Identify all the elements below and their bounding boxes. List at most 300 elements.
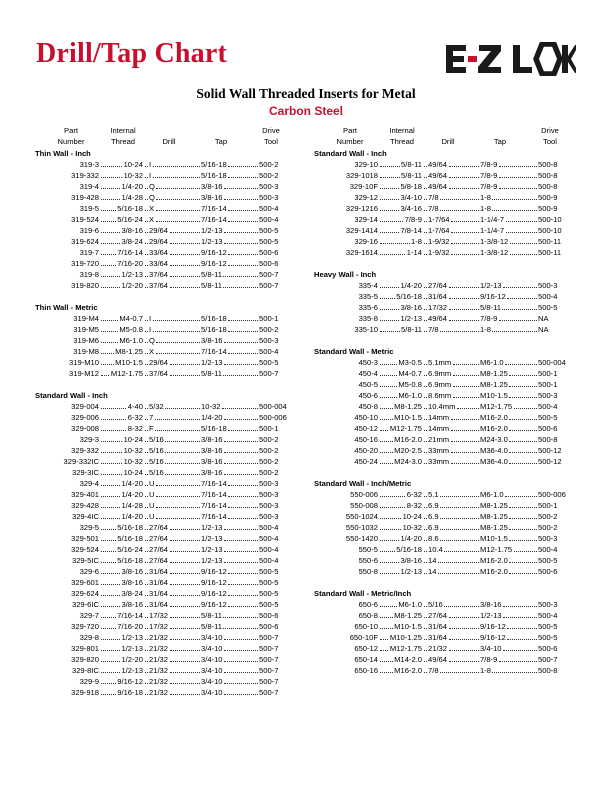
tap-size: 9/16-12	[480, 633, 506, 642]
dot-leader	[453, 375, 479, 376]
drill-size: 49/64	[428, 160, 448, 169]
drive-tool: 500-8	[538, 182, 558, 191]
internal-thread: 10-24	[123, 435, 143, 444]
drive-tool: 500-7	[259, 644, 279, 653]
drill-size: 27/64	[149, 545, 169, 554]
dot-leader	[228, 166, 257, 167]
dot-leader	[380, 309, 399, 310]
dot-leader	[101, 683, 116, 684]
dot-leader	[145, 265, 148, 266]
dot-leader	[223, 628, 257, 629]
dot-leader	[224, 364, 257, 365]
header-tool: Tool	[543, 136, 557, 146]
tap-size: 3/8-16	[201, 336, 223, 345]
drill-size: 27/64	[149, 534, 169, 543]
drive-tool: 500-8	[538, 160, 558, 169]
dot-leader	[228, 320, 257, 321]
dot-leader	[224, 672, 257, 673]
drill-size: I	[149, 160, 152, 169]
drill-size: 6.9	[428, 512, 439, 521]
dot-leader	[424, 221, 427, 222]
tap-size: 1-1/4-7	[480, 226, 505, 235]
dot-leader	[170, 562, 200, 563]
dot-leader	[145, 562, 148, 563]
tap-size: 3/4-10	[201, 655, 223, 664]
drive-tool: 500-3	[259, 512, 279, 521]
dot-leader	[101, 441, 123, 442]
part-number: 329-9	[79, 677, 99, 686]
header-drill: Drill	[162, 136, 176, 146]
part-number: 450-3	[358, 358, 378, 367]
dot-leader	[145, 452, 148, 453]
dot-leader	[424, 408, 427, 409]
tap-size: 3/4-10	[201, 644, 223, 653]
dot-leader	[424, 375, 427, 376]
part-number: 329-5	[79, 523, 99, 532]
tap-size: M8-1.25	[480, 369, 508, 378]
dot-leader	[101, 628, 116, 629]
header-internal: Internal	[110, 126, 136, 135]
dot-leader	[145, 342, 148, 343]
dot-leader	[228, 265, 257, 266]
drive-tool: 500-4	[259, 545, 279, 554]
drive-tool: 500-7	[259, 270, 279, 279]
dot-leader	[145, 430, 148, 431]
dot-leader	[424, 199, 427, 200]
dot-leader	[424, 573, 427, 574]
tap-size: 3/8-16	[201, 435, 223, 444]
tap-size: 3/8-16	[201, 193, 223, 202]
drive-tool: 500-2	[259, 171, 279, 180]
dot-leader	[380, 364, 397, 365]
drill-size: 31/64	[428, 633, 448, 642]
dot-leader	[170, 254, 200, 255]
part-number: 319-6	[79, 226, 99, 235]
part-number: 329-14	[354, 215, 378, 224]
dot-leader	[424, 254, 427, 255]
dot-leader	[440, 529, 478, 530]
dot-leader	[509, 507, 536, 508]
drill-size: X	[149, 204, 155, 213]
drill-size: 8.6mm	[428, 391, 452, 400]
table-row	[35, 511, 297, 522]
table-row	[314, 236, 576, 247]
table-row	[314, 456, 576, 467]
tap-size: 5/8-11	[201, 622, 222, 631]
dot-leader	[156, 221, 200, 222]
dot-leader	[380, 661, 393, 662]
drive-tool: NA	[538, 325, 549, 334]
tap-size: 7/16-14	[201, 501, 227, 510]
dot-leader	[380, 430, 389, 431]
drive-tool: 500-8	[538, 666, 558, 675]
table-row	[35, 258, 297, 269]
internal-thread: 5/8-11	[401, 171, 422, 180]
internal-thread: M6-1.0	[119, 336, 143, 345]
drive-tool: 500-6	[259, 622, 279, 631]
tap-size: 3/4-10	[201, 677, 223, 686]
dot-leader	[145, 573, 148, 574]
drive-tool: 500-8	[538, 171, 558, 180]
dot-leader	[224, 683, 257, 684]
header-internal: Internal	[389, 126, 415, 135]
dot-leader	[380, 507, 406, 508]
tap-size: 9/16-12	[201, 248, 227, 257]
dot-leader	[424, 397, 427, 398]
dot-leader	[424, 331, 427, 332]
drive-tool: 500-4	[538, 611, 558, 620]
drive-tool: 500-6	[538, 424, 558, 433]
drill-size: 27/64	[428, 281, 448, 290]
section-heading: Thin Wall - Inch	[35, 149, 91, 158]
dot-leader	[155, 430, 199, 431]
dot-leader	[424, 661, 427, 662]
dot-leader	[156, 342, 199, 343]
drive-tool: 500-006	[538, 490, 566, 499]
internal-thread: 4-40	[127, 402, 143, 411]
tap-size: 5/16-18	[201, 314, 227, 323]
dot-leader	[223, 617, 257, 618]
table-row	[35, 676, 297, 687]
part-number: 329-16	[354, 237, 378, 246]
dot-leader	[170, 540, 200, 541]
dot-leader	[165, 463, 199, 464]
drive-tool: 500-2	[259, 446, 279, 455]
dot-leader	[509, 419, 536, 420]
chart-subtitle: Solid Wall Threaded Inserts for Metal	[196, 86, 416, 101]
internal-thread: 7/16-14	[117, 248, 143, 257]
dot-leader	[451, 452, 479, 453]
dot-leader	[224, 199, 257, 200]
dot-leader	[170, 694, 200, 695]
drive-tool: 500-4	[259, 215, 279, 224]
dot-leader	[505, 496, 536, 497]
internal-thread: 8-32	[127, 424, 143, 433]
drill-size: 37/64	[149, 270, 169, 279]
table-row	[314, 192, 576, 203]
part-number: 650-16	[354, 666, 378, 675]
internal-thread: 5/8-11	[401, 160, 422, 169]
material-label: Carbon Steel	[268, 104, 343, 118]
tap-size: 3/4-10	[201, 633, 223, 642]
tap-size: 3/4-10	[201, 666, 223, 675]
drive-tool: 500-2	[259, 468, 279, 477]
table-row	[35, 500, 297, 511]
tap-size: 9/16-12	[201, 589, 227, 598]
part-number: 450-16	[354, 435, 378, 444]
dot-leader	[228, 496, 257, 497]
dot-leader	[380, 375, 397, 376]
drill-size: 7/8	[428, 325, 439, 334]
tap-size: 5/8-11	[201, 281, 222, 290]
dot-leader	[224, 474, 257, 475]
drive-tool: 500-6	[259, 611, 279, 620]
dot-leader	[101, 584, 120, 585]
tap-size: 7/8-9	[480, 171, 498, 180]
dot-leader	[145, 375, 148, 376]
dot-leader	[380, 320, 399, 321]
header-number: Number	[336, 136, 364, 146]
table-row	[35, 566, 297, 577]
drive-tool: 500-3	[259, 490, 279, 499]
tap-size: 7/16-14	[201, 490, 227, 499]
dot-leader	[165, 408, 199, 409]
table-row	[35, 610, 297, 621]
table-row	[314, 214, 576, 225]
dot-leader	[145, 463, 148, 464]
table-row	[35, 280, 297, 291]
dot-leader	[101, 672, 120, 673]
dot-leader	[145, 595, 148, 596]
dot-leader	[424, 320, 427, 321]
table-row	[314, 280, 576, 291]
internal-thread: 5/16-24	[117, 215, 143, 224]
dot-leader	[156, 518, 200, 519]
table-row	[35, 522, 297, 533]
section-heading: Standard Wall - Metric	[314, 347, 394, 356]
dot-leader	[145, 166, 148, 167]
internal-thread: 1/2-20	[121, 281, 143, 290]
dot-leader	[449, 650, 479, 651]
tap-size: 1-3/8-12	[480, 248, 509, 257]
drill-size: F	[149, 424, 154, 433]
internal-thread: 10-24	[123, 160, 143, 169]
dot-leader	[145, 353, 148, 354]
drill-size: I	[149, 171, 152, 180]
dot-leader	[224, 243, 257, 244]
table-row	[35, 544, 297, 555]
header-drill: Drill	[441, 136, 455, 146]
drive-tool: 500-11	[538, 237, 562, 246]
drive-tool: 500-4	[538, 545, 558, 554]
dot-leader	[224, 529, 257, 530]
drill-size: U	[149, 501, 155, 510]
dot-leader	[101, 419, 127, 420]
dot-leader	[223, 287, 257, 288]
dot-leader	[101, 430, 127, 431]
part-number: 329-008	[71, 424, 99, 433]
part-number: 319-5	[79, 204, 99, 213]
part-number: 550-5	[358, 545, 378, 554]
part-number: 450-24	[354, 457, 378, 466]
drill-size: 29/64	[149, 226, 169, 235]
dot-leader	[228, 485, 257, 486]
tap-size: 3/4-10	[201, 688, 223, 697]
drill-size: 6.9	[428, 501, 439, 510]
internal-thread: M4-0.7	[398, 369, 422, 378]
part-number: 329-720	[71, 622, 99, 631]
dot-leader	[449, 166, 479, 167]
table-row	[314, 170, 576, 181]
internal-thread: 10-32	[123, 457, 143, 466]
table-row	[314, 412, 576, 423]
dot-leader	[438, 573, 479, 574]
drive-tool: 500-5	[259, 589, 279, 598]
header-tool: Tool	[264, 136, 278, 146]
drive-tool: 500-6	[259, 259, 279, 268]
dot-leader	[492, 199, 536, 200]
dot-leader	[101, 342, 118, 343]
drive-tool: 500-9	[538, 193, 558, 202]
internal-thread: M5-0.8	[398, 380, 422, 389]
dot-leader	[153, 320, 200, 321]
tap-size: 3/8-16	[201, 468, 223, 477]
tap-size: 1/2-13	[201, 358, 223, 367]
drive-tool: 500-5	[259, 226, 279, 235]
table-row	[314, 654, 576, 665]
dot-leader	[509, 562, 536, 563]
table-row	[314, 555, 576, 566]
dot-leader	[145, 540, 148, 541]
part-number: 319-M5	[73, 325, 99, 334]
dot-leader	[380, 672, 393, 673]
table-row	[35, 467, 297, 478]
dot-leader	[424, 298, 427, 299]
drive-tool: 500-1	[259, 314, 279, 323]
dot-leader	[156, 199, 199, 200]
drill-size: 33/64	[149, 259, 169, 268]
drill-size: I	[149, 314, 152, 323]
dot-leader	[499, 177, 537, 178]
dot-leader	[424, 419, 427, 420]
table-row	[314, 632, 576, 643]
internal-thread: 1/4-20	[121, 479, 143, 488]
part-number: 329-004	[71, 402, 99, 411]
part-number: 329-4	[79, 479, 99, 488]
drive-tool: 500-7	[259, 666, 279, 675]
internal-thread: M5-0.8	[119, 325, 143, 334]
drill-size: 1-7/64	[428, 215, 450, 224]
internal-thread: M10-1.25	[389, 633, 422, 642]
part-number: 329-12	[354, 193, 378, 202]
dot-leader	[449, 298, 479, 299]
dot-leader	[451, 254, 478, 255]
dot-leader	[145, 199, 148, 200]
dot-leader	[380, 496, 406, 497]
dot-leader	[440, 507, 478, 508]
dot-leader	[101, 320, 118, 321]
internal-thread: 6-32	[127, 413, 143, 422]
drive-tool: 500-5	[259, 358, 279, 367]
tap-size: M16-2.0	[480, 567, 508, 576]
dot-leader	[502, 309, 536, 310]
dot-leader	[440, 199, 478, 200]
part-number: 329-1614	[345, 248, 378, 257]
internal-thread: 1/4-20	[121, 182, 143, 191]
drive-tool: 500-7	[259, 688, 279, 697]
dot-leader	[170, 606, 200, 607]
dot-leader	[170, 683, 200, 684]
drive-tool: 500-3	[538, 391, 558, 400]
drive-tool: 500-12	[538, 446, 562, 455]
drive-tool: 500-4	[259, 556, 279, 565]
dot-leader	[503, 617, 536, 618]
part-number: 335-8	[358, 314, 378, 323]
dot-leader	[499, 320, 537, 321]
dot-leader	[170, 287, 200, 288]
dot-leader	[224, 562, 257, 563]
table-row	[35, 478, 297, 489]
dot-leader	[424, 672, 427, 673]
part-number: 329-524	[71, 545, 99, 554]
dot-leader	[509, 518, 536, 519]
internal-thread: 3/4-10	[400, 193, 422, 202]
dot-leader	[380, 199, 399, 200]
dot-leader	[165, 452, 199, 453]
dot-leader	[440, 540, 478, 541]
tap-size: M8-1.25	[480, 512, 508, 521]
dot-leader	[451, 419, 479, 420]
part-number: 319-M4	[73, 314, 99, 323]
dot-leader	[503, 287, 536, 288]
part-number: 329-401	[71, 490, 99, 499]
dot-leader	[380, 540, 399, 541]
dot-leader	[145, 254, 148, 255]
dot-leader	[440, 331, 478, 332]
drill-size: 27/64	[149, 556, 169, 565]
part-number: 650-10F	[349, 633, 378, 642]
drive-tool: 500-11	[538, 248, 562, 257]
internal-thread: M6-1.0	[398, 391, 422, 400]
page-title: Drill/Tap Chart	[36, 38, 227, 69]
dot-leader	[145, 364, 148, 365]
dot-leader	[514, 408, 537, 409]
drill-size: 14	[428, 556, 437, 565]
section-heading: Thin Wall - Metric	[35, 303, 98, 312]
dot-leader	[228, 254, 257, 255]
drill-size: Q	[149, 193, 155, 202]
dot-leader	[224, 694, 257, 695]
dot-leader	[101, 408, 127, 409]
dot-leader	[506, 232, 537, 233]
header-number: Number	[57, 136, 85, 146]
dot-leader	[170, 595, 200, 596]
part-number: 329-5IC	[71, 556, 99, 565]
table-row	[35, 489, 297, 500]
drive-tool: 500-2	[259, 160, 279, 169]
table-row	[35, 346, 297, 357]
dot-leader	[380, 551, 395, 552]
internal-thread: 1/2-13	[121, 270, 143, 279]
dot-leader	[440, 210, 478, 211]
part-number: 335-6	[358, 303, 378, 312]
drive-tool: 500-2	[538, 512, 558, 521]
dot-leader	[424, 540, 427, 541]
dot-leader	[145, 210, 148, 211]
drill-size: 29/64	[149, 237, 169, 246]
drill-size: 31/64	[428, 622, 448, 631]
dot-leader	[509, 452, 536, 453]
dot-leader	[509, 397, 536, 398]
dot-leader	[509, 529, 536, 530]
tap-size: 5/16-18	[201, 160, 227, 169]
internal-thread: M3-0.5	[398, 358, 422, 367]
tap-size: 5/8-11	[480, 303, 501, 312]
tap-size: 3/8-16	[480, 600, 502, 609]
dot-leader	[451, 232, 478, 233]
drill-size: 10.4	[428, 545, 443, 554]
internal-thread: 3/8-16	[400, 556, 422, 565]
table-row	[314, 610, 576, 621]
part-number: 329-1018	[345, 171, 378, 180]
dot-leader	[440, 672, 478, 673]
dot-leader	[424, 496, 427, 497]
internal-thread: 5/16-18	[396, 292, 422, 301]
dot-leader	[380, 221, 404, 222]
tap-size: M12-1.75	[480, 545, 513, 554]
dot-leader	[145, 408, 148, 409]
tap-size: 5/8-11	[201, 611, 222, 620]
